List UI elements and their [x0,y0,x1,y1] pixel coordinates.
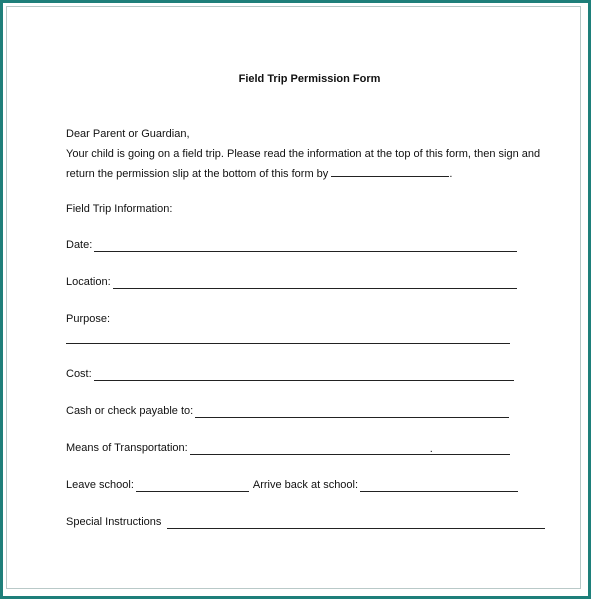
transportation-blank[interactable] [190,444,510,455]
date-label: Date: [66,239,93,251]
date-blank[interactable] [94,241,517,252]
purpose-line-field [66,333,510,344]
document-page [6,6,581,589]
transportation-dot: . [429,443,433,455]
purpose-blank[interactable] [66,333,510,344]
transportation-label: Means of Transportation: [66,442,188,454]
purpose-label: Purpose: [66,313,111,325]
return-by-date-blank[interactable] [331,166,449,177]
cost-blank[interactable] [94,370,514,381]
leave-school-blank[interactable] [136,481,249,492]
arrive-back-blank[interactable] [360,481,518,492]
intro-line-2 [66,166,452,181]
special-instructions-field [66,516,545,529]
greeting: Dear Parent or Guardian, [66,128,190,140]
date-field [66,239,517,252]
special-instructions-label: Special Instructions [66,516,162,528]
special-instructions-blank[interactable] [167,518,545,529]
intro-line-1: Your child is going on a field trip. Please read the information at the top of this form, then sign and [66,148,541,160]
leave-arrive-field [66,479,518,492]
location-label: Location: [66,276,111,288]
arrive-back-label: Arrive back at school: [252,479,359,491]
cost-label: Cost: [66,368,92,380]
section-label: Field Trip Information: [66,203,173,215]
transportation-field [66,442,510,455]
leave-school-label: Leave school: [66,479,134,491]
payable-to-field [66,405,509,418]
cost-field [66,368,514,381]
location-blank[interactable] [113,278,517,289]
intro-line-2-end: . [449,168,453,180]
form-title: Field Trip Permission Form [238,73,381,85]
intro-line-2-text: return the permission slip at the bottom of this form by [66,168,329,180]
payable-to-blank[interactable] [195,407,509,418]
location-field [66,276,517,289]
payable-to-label: Cash or check payable to: [66,405,194,417]
purpose-field [66,313,110,326]
